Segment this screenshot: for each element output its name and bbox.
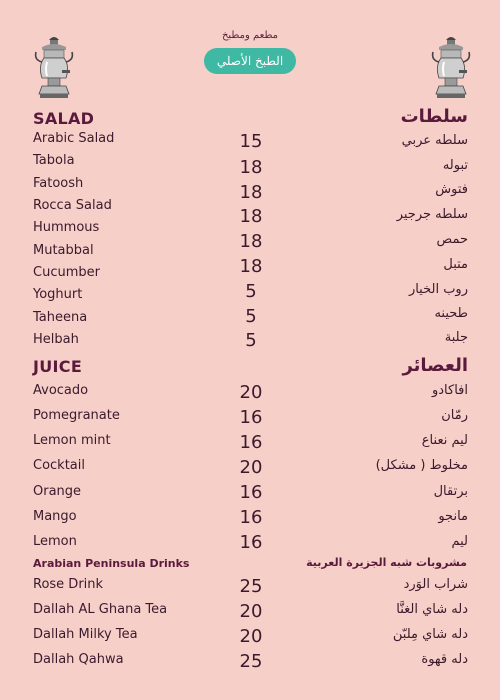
menu-item-price: 18 xyxy=(239,206,263,227)
menu-item-name: Mutabbal xyxy=(33,243,94,258)
restaurant-logo xyxy=(195,30,305,92)
menu-item-name: Hummous xyxy=(33,220,100,235)
menu-item-name: Fatoosh xyxy=(33,176,84,191)
menu-item-name: Lemon xyxy=(33,534,77,549)
menu-item-name-ar: دله شاي الغنَّا xyxy=(396,602,468,617)
juice-title-ar: العصائر xyxy=(402,355,468,376)
menu-item-name-ar: رمّان xyxy=(441,408,468,423)
menu-item-price: 16 xyxy=(239,432,263,453)
menu-item-name: Tabola xyxy=(33,153,75,168)
menu-item-name: Lemon mint xyxy=(33,433,111,448)
menu-item-price: 16 xyxy=(239,507,263,528)
menu-item-name: Mango xyxy=(33,509,77,524)
menu-item-name: Dallah Qahwa xyxy=(33,652,124,667)
menu-item-name-ar: افاكادو xyxy=(431,383,468,398)
menu-item-name-ar: سلطه جرجير xyxy=(396,207,468,222)
menu-item-name: Cucumber xyxy=(33,265,100,280)
salad-title-ar: سلطات xyxy=(400,106,468,127)
menu-item-name-ar: فتوش xyxy=(435,182,468,197)
menu-item-price: 5 xyxy=(245,306,257,327)
samovar-icon xyxy=(429,34,473,102)
menu-item-name: Orange xyxy=(33,484,82,499)
menu-item-price: 18 xyxy=(239,256,263,277)
menu-item-price: 18 xyxy=(239,182,263,203)
menu-item-name-ar: دله شاي مِلبّن xyxy=(392,627,468,642)
menu-item-name: Avocado xyxy=(33,383,89,398)
menu-item-price: 16 xyxy=(239,407,263,428)
menu-item-name: Cocktail xyxy=(33,458,85,473)
menu-item-name-ar: سلطه عربي xyxy=(401,133,468,148)
samovar-icon xyxy=(32,34,76,102)
juice-title-en: JUICE xyxy=(33,357,83,376)
arabian-drinks-title-ar: مشروبات شبه الجزيرة العربية xyxy=(306,556,467,569)
menu-item-name: Arabic Salad xyxy=(33,131,115,146)
menu-item-name-ar: متبل xyxy=(443,257,468,272)
menu-item-price: 20 xyxy=(239,601,263,622)
menu-item-price: 20 xyxy=(239,382,263,403)
menu-item-name: Rocca Salad xyxy=(33,198,112,213)
menu-item-price: 18 xyxy=(239,231,263,252)
menu-item-name: Dallah Milky Tea xyxy=(33,627,138,642)
menu-item-name: Taheena xyxy=(33,310,88,325)
menu-item-name-ar: طحينه xyxy=(434,306,468,321)
menu-item-name: Helbah xyxy=(33,332,79,347)
menu-item-name-ar: ليم نعناع xyxy=(421,433,468,448)
menu-item-name-ar: مخلوط ( مشكل) xyxy=(375,458,468,473)
menu-item-name-ar: مانجو xyxy=(438,509,468,524)
menu-item-price: 15 xyxy=(239,131,263,152)
arabian-drinks-title-en: Arabian Peninsula Drinks xyxy=(33,557,190,570)
menu-item-name-ar: ليم xyxy=(451,534,468,549)
menu-item-name: Yoghurt xyxy=(33,287,83,302)
menu-item-name: Dallah AL Ghana Tea xyxy=(33,602,168,617)
menu-item-name-ar: جلبة xyxy=(444,330,468,345)
menu-item-name-ar: دله قهوة xyxy=(421,652,468,667)
menu-item-price: 20 xyxy=(239,457,263,478)
menu-item-price: 16 xyxy=(239,482,263,503)
salad-title-en: SALAD xyxy=(33,109,95,128)
menu-item-name-ar: شراب الوَرد xyxy=(403,577,468,592)
menu-item-price: 25 xyxy=(239,651,263,672)
menu-item-name-ar: حمص xyxy=(436,232,468,247)
menu-item-price: 16 xyxy=(239,532,263,553)
menu-item-name-ar: تبوله xyxy=(442,158,468,173)
menu-item-price: 5 xyxy=(245,330,257,351)
menu-item-price: 25 xyxy=(239,576,263,597)
menu-item-name: Pomegranate xyxy=(33,408,120,423)
logo-name: الطبخ الأصلي xyxy=(204,48,296,74)
menu-item-name-ar: روب الخيار xyxy=(408,282,468,297)
menu-item-name-ar: برتقال xyxy=(433,484,468,499)
logo-top-text: مطعم ومطبخ xyxy=(221,30,279,41)
menu-item-price: 20 xyxy=(239,626,263,647)
menu-item-name: Rose Drink xyxy=(33,577,104,592)
menu-item-price: 18 xyxy=(239,157,263,178)
menu-item-price: 5 xyxy=(245,281,257,302)
